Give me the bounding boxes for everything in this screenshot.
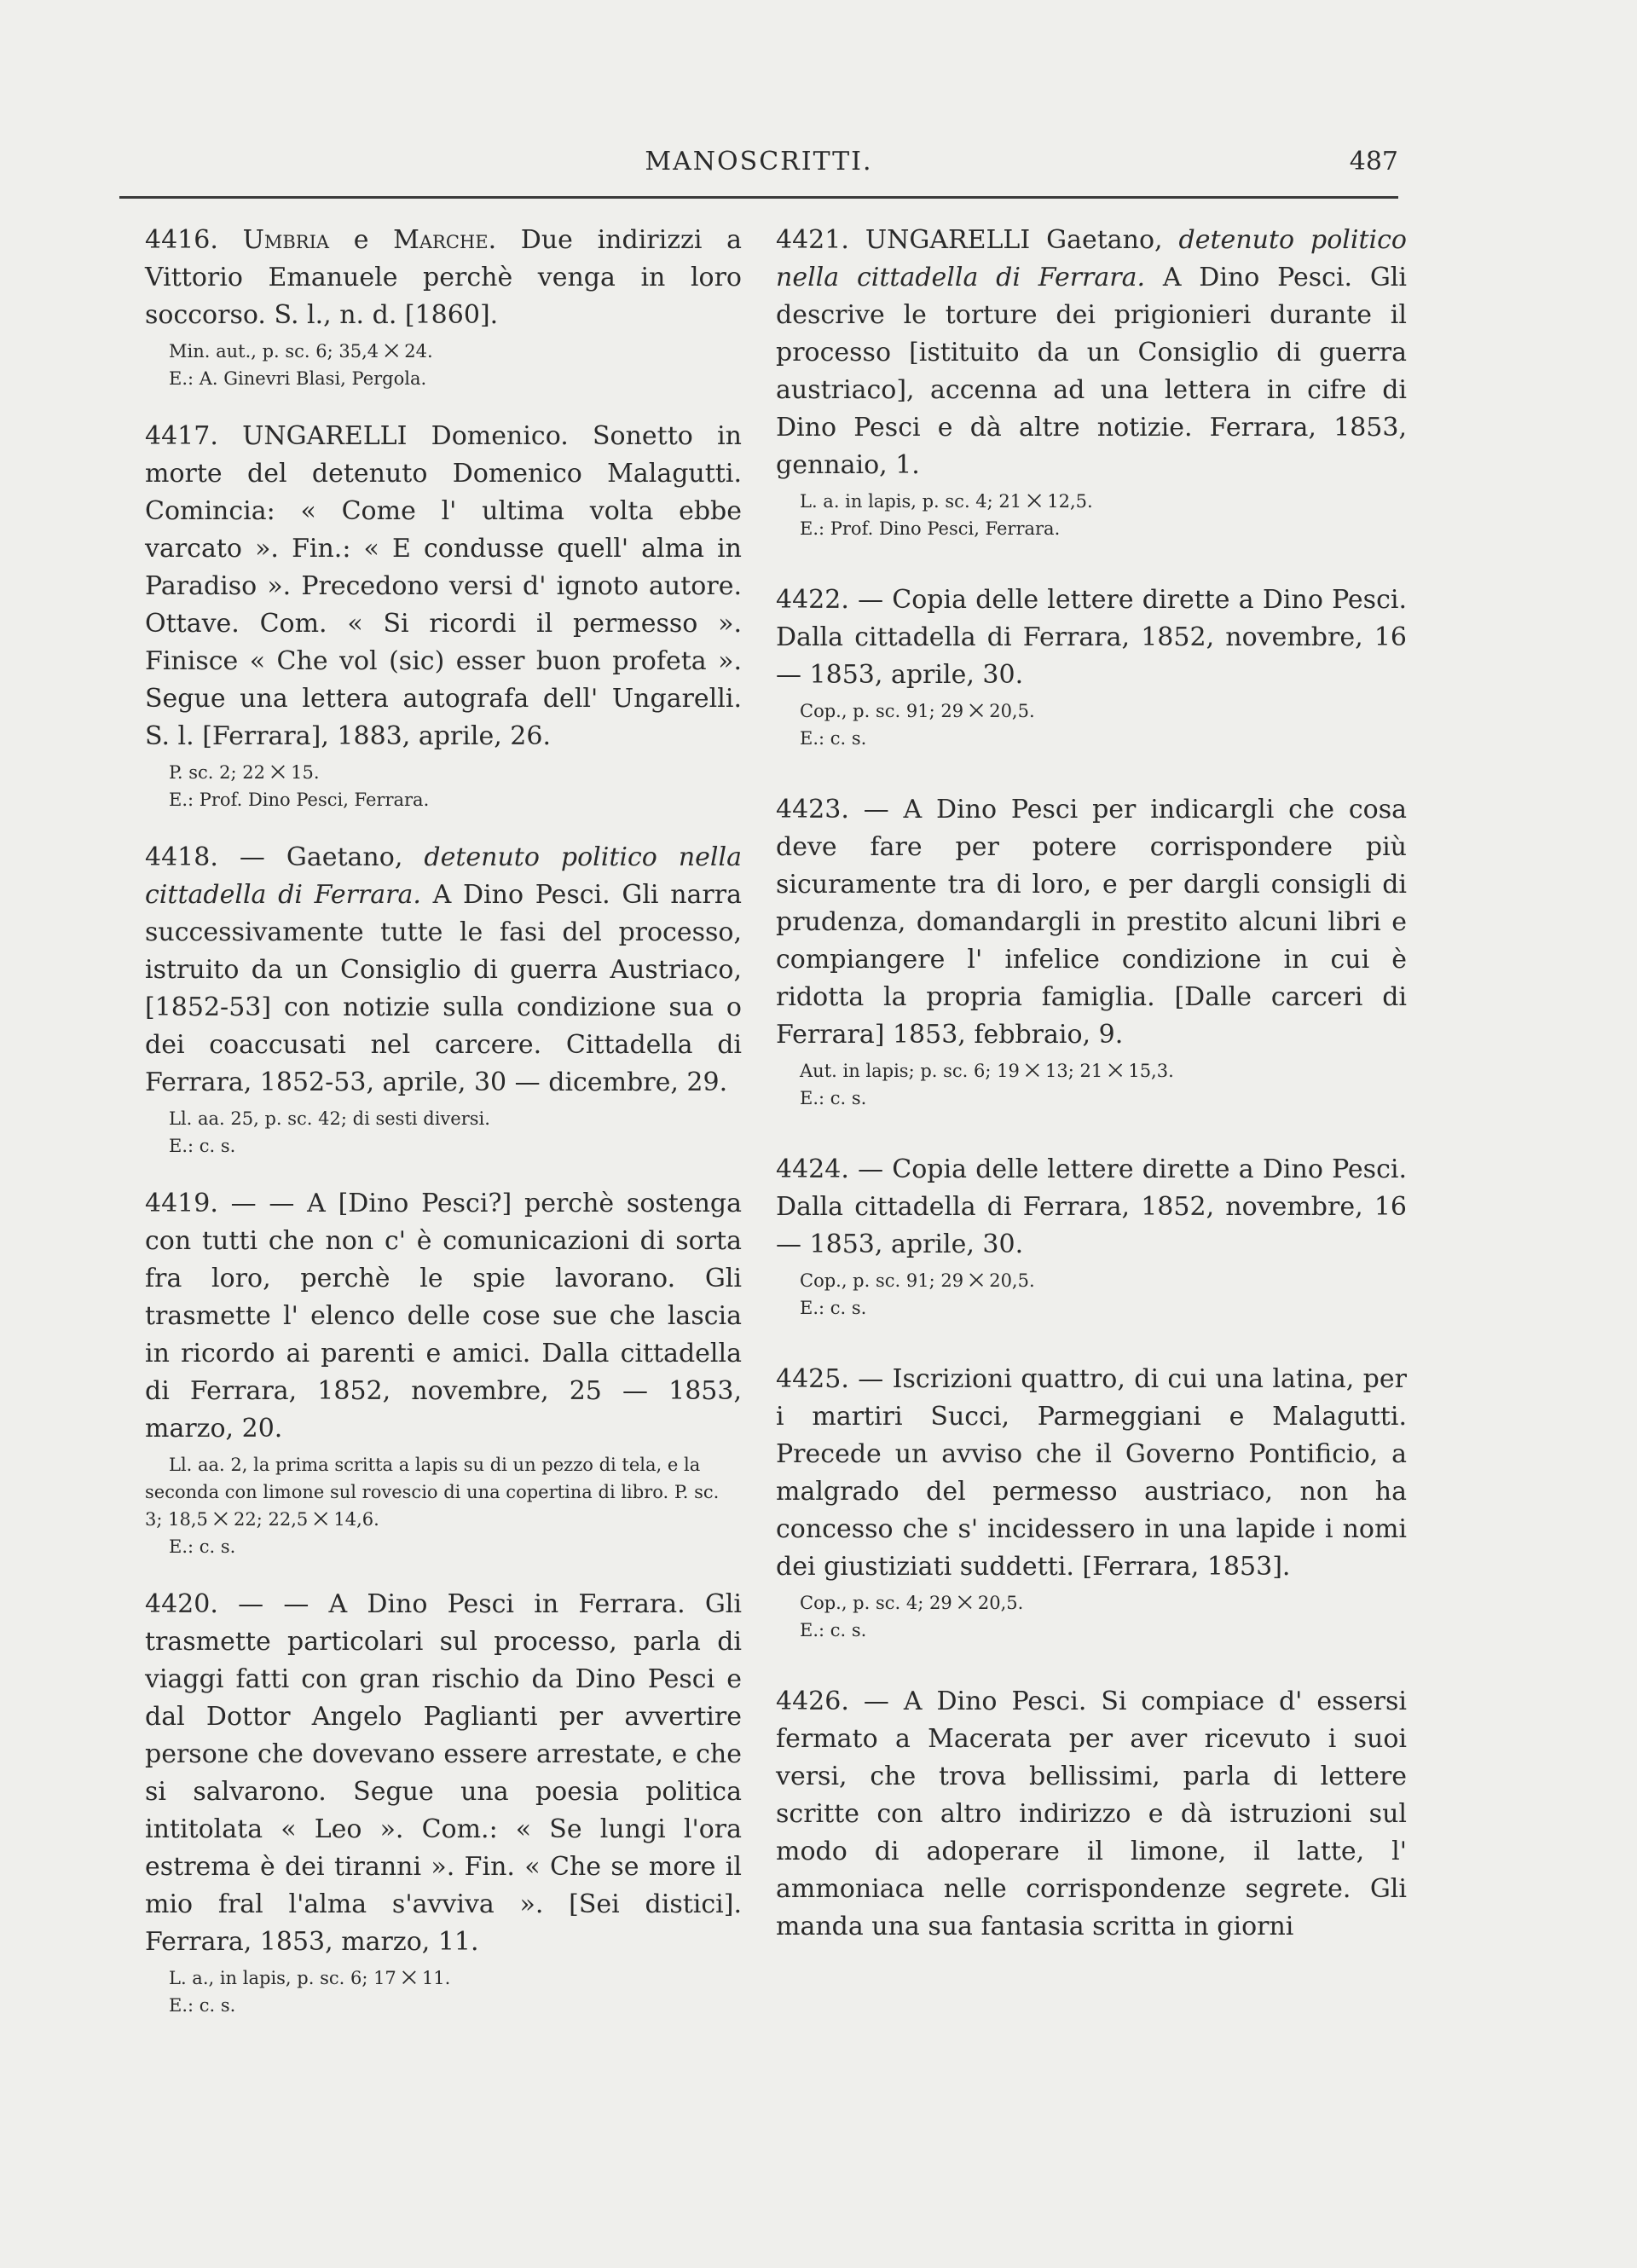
entry-4419 (145, 1185, 742, 1560)
entry-note: E.: A. Ginevri Blasi, Pergola. (169, 368, 427, 389)
running-head (119, 147, 1398, 186)
entry-note: E.: c. s. (800, 1620, 867, 1640)
entry-note: E.: c. s. (169, 1995, 236, 2016)
entry-italic: detenuto politico nella cittadella di Ferrara. (776, 225, 1407, 292)
entry-number: 4421. (776, 225, 849, 255)
entry-4417 (145, 418, 742, 813)
entry-4424 (776, 1151, 1407, 1322)
entry-join: e (329, 225, 394, 255)
entry-4421 (776, 222, 1407, 542)
entry-body: . Due indirizzi a Vittorio Emanuele perchè venga in loro soccorso. S. l., n. d. [1860]. (145, 225, 742, 330)
left-column (145, 222, 742, 2045)
entry-4420 (145, 1586, 742, 2019)
entry-lead: — Gaetano, (217, 842, 425, 872)
page-number: 487 (1349, 147, 1398, 176)
entry-number: 4424. (776, 1154, 849, 1184)
entry-note: Aut. in lapis; p. sc. 6; 19 ⨉ 13; 21 ⨉ 15,3. (800, 1061, 1174, 1081)
entry-text (776, 581, 1407, 694)
entry-body: — — A Dino Pesci in Ferrara. Gli trasmette particolari sul processo, parla di viaggi fatti con gran rischio da Dino Pesci e dal Dottor Angelo Paglianti per avvertire persone che dovevano essere arrestate, e che si salvarono. Segue una poesia politica intitolata « Leo ». Com.: « Se lungi l'ora estrema è dei tiranni ». Fin. « Che se more il mio fral l'alma s'avviva ». [Sei distici]. Ferrara, 1853, marzo, 11. (145, 1589, 742, 1957)
entry-text (776, 222, 1407, 484)
entry-body: A Dino Pesci. Gli narra successivamente tutte le fasi del processo, istruito da un Consiglio di guerra Austriaco, [1852-53] con notizie sulla condizione sua o dei coaccusati nel carcere. Cittadella di Ferrara, 1852-53, aprile, 30 — dicembre, 29. (145, 880, 742, 1097)
entry-number: 4417. (145, 421, 218, 451)
entry-note: E.: Prof. Dino Pesci, Ferrara. (800, 518, 1061, 539)
entry-note: E.: c. s. (800, 1298, 867, 1318)
entry-body: — Copia delle lettere dirette a Dino Pesci. Dalla cittadella di Ferrara, 1852, novembre, 16 — 1853, aprile, 30. (776, 585, 1407, 690)
entry-body: — — A [Dino Pesci?] perchè sostenga con tutti che non c' è comunicazioni di sorta fra loro, perchè le spie lavorano. Gli trasmette l' elenco delle cose sue che lascia in ricordo ai parenti e amici. Dalla cittadella di Ferrara, 1852, novembre, 25 — 1853, marzo, 20. (145, 1189, 742, 1444)
entry-text (145, 1185, 742, 1448)
entry-4422 (776, 581, 1407, 752)
right-column (776, 222, 1407, 1971)
entry-4425 (776, 1361, 1407, 1644)
entry-body: — Copia delle lettere dirette a Dino Pesci. Dalla cittadella di Ferrara, 1852, novembre, 16 — 1853, aprile, 30. (776, 1154, 1407, 1259)
entry-number: 4418. (145, 842, 218, 872)
entry-text (145, 839, 742, 1102)
entry-note: L. a., in lapis, p. sc. 6; 17 ⨉ 11. (169, 1968, 451, 1988)
entry-number: 4422. (776, 585, 849, 615)
entry-text (776, 791, 1407, 1054)
entry-text (776, 1151, 1407, 1264)
entry-note: Cop., p. sc. 91; 29 ⨉ 20,5. (800, 701, 1035, 721)
entry-note: E.: Prof. Dino Pesci, Ferrara. (169, 790, 430, 810)
entry-text (145, 418, 742, 755)
entry-number: 4420. (145, 1589, 218, 1619)
entry-lead: UNGARELLI Domenico. (242, 421, 569, 451)
entry-4426 (776, 1683, 1407, 1946)
entry-note: P. sc. 2; 22 ⨉ 15. (169, 762, 320, 783)
entry-note: E.: c. s. (800, 728, 867, 749)
entry-note: Ll. aa. 2, la prima scritta a lapis su di un pezzo di tela, e la seconda con limone sul rovescio di una copertina di libro. P. sc. 3; 18,5 ⨉ 22; 22,5 ⨉ 14,6. (145, 1455, 720, 1530)
entry-note: L. a. in lapis, p. sc. 4; 21 ⨉ 12,5. (800, 491, 1093, 512)
entry-text (145, 222, 742, 334)
entry-note: Min. aut., p. sc. 6; 35,4 ⨉ 24. (169, 341, 433, 362)
entry-lead: UNGARELLI Gaetano, (848, 225, 1179, 255)
entry-note: E.: c. s. (169, 1136, 236, 1156)
header-rule (119, 196, 1398, 199)
entry-4423 (776, 791, 1407, 1112)
entry-note: E.: c. s. (169, 1536, 236, 1557)
entry-italic: detenuto politico nella cittadella di Ferrara. (145, 842, 743, 910)
entry-note: E.: c. s. (800, 1088, 867, 1108)
entry-body: — Iscrizioni quattro, di cui una latina, per i martiri Succi, Parmeggiani e Malagutti. Precede un avviso che il Governo Pontificio, a malgrado del permesso austriaco, non ha concesso che s' incidessero in una lapide i nomi dei giustiziati suddetti. [Ferrara, 1853]. (776, 1364, 1407, 1582)
entry-number: 4425. (776, 1364, 849, 1394)
entry-number: 4419. (145, 1189, 218, 1218)
entry-number: 4426. (776, 1687, 849, 1716)
entry-body: Sonetto in morte del detenuto Domenico Malagutti. Comincia: « Come l' ultima volta ebbe varcato ». Fin.: « E condusse quell' alma in Paradiso ». Precedono versi d' ignoto autore. Ottave. Com. « Si ricordi il permesso ». Finisce « Che vol (sic) esser buon profeta ». Segue una lettera autografa dell' Ungarelli. S. l. [Ferrara], 1883, aprile, 26. (145, 421, 742, 751)
entry-text (145, 1586, 742, 1961)
entry-4416 (145, 222, 742, 392)
entry-author: Umbria (242, 225, 330, 255)
entry-author-2: Marche (393, 225, 489, 255)
entry-number: 4416. (145, 225, 218, 255)
entry-note: Ll. aa. 25, p. sc. 42; di sesti diversi. (169, 1108, 490, 1129)
entry-note: Cop., p. sc. 4; 29 ⨉ 20,5. (800, 1593, 1024, 1613)
entry-note: Cop., p. sc. 91; 29 ⨉ 20,5. (800, 1270, 1035, 1291)
entry-text (776, 1361, 1407, 1586)
entry-body: — A Dino Pesci per indicargli che cosa deve fare per potere corrispondere più sicuramente tra di loro, e per dargli consigli di prudenza, domandargli in prestito alcuni libri e compiangere l' infelice condizione in cui è ridotta la propria famiglia. [Dalle carceri di Ferrara] 1853, febbraio, 9. (776, 795, 1407, 1050)
entry-4418 (145, 839, 742, 1160)
entry-body: A Dino Pesci. Gli descrive le torture dei prigionieri durante il processo [istituito da un Consiglio di guerra austriaco], accenna ad una lettera in cifre di Dino Pesci e dà altre notizie. Ferrara, 1853, gennaio, 1. (776, 263, 1407, 480)
running-title: MANOSCRITTI. (645, 147, 873, 176)
entry-text (776, 1683, 1407, 1946)
entry-number: 4423. (776, 795, 849, 824)
entry-body: — A Dino Pesci. Si compiace d' essersi fermato a Macerata per aver ricevuto i suoi versi, che trova bellissimi, parla di lettere scritte con altro indirizzo e dà istruzioni sul modo di adoperare il limone, il latte, l' ammoniaca nelle corrispondenze segrete. Gli manda una sua fantasia scritta in giorni (776, 1687, 1407, 1941)
